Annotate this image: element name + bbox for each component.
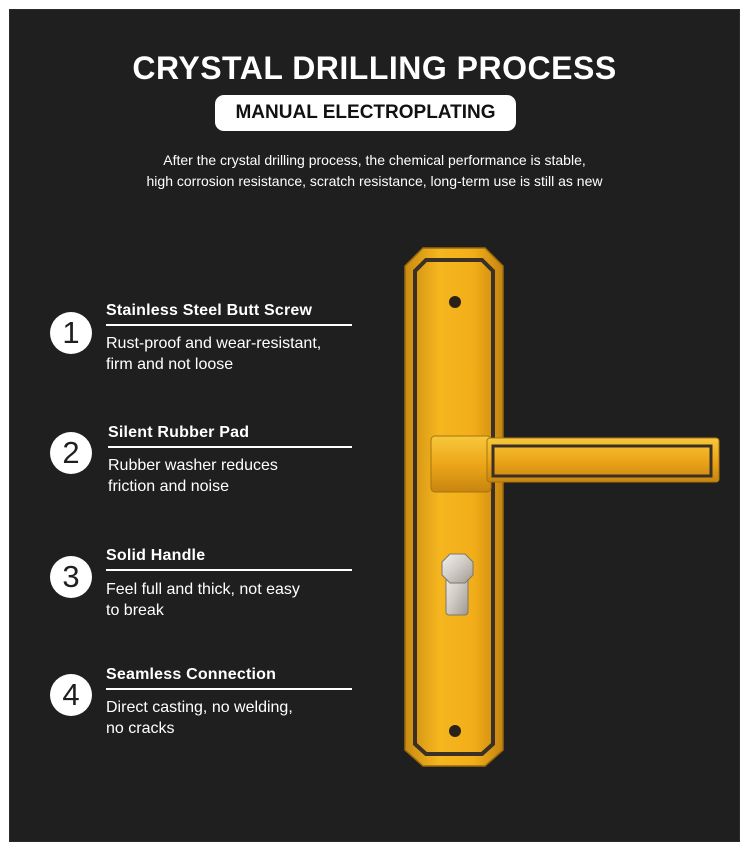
feature-2-divider — [108, 446, 352, 448]
thumb-turn-knob — [442, 554, 473, 583]
feature-3-line-1: Feel full and thick, not easy — [106, 581, 300, 598]
feature-1-divider — [106, 324, 352, 326]
feature-1-number: 1 — [50, 312, 92, 354]
feature-4-line-2: no cracks — [106, 720, 175, 737]
back-plate — [405, 248, 503, 766]
feature-3-line-2: to break — [106, 602, 164, 619]
feature-4-text — [106, 697, 361, 739]
feature-1-title: Stainless Steel Butt Screw — [106, 302, 313, 319]
bottom-screw — [449, 725, 461, 737]
page-title: CRYSTAL DRILLING PROCESS — [132, 50, 617, 86]
feature-3-number: 3 — [50, 556, 92, 598]
badge-manual-electroplating: MANUAL ELECTROPLATING — [215, 95, 516, 131]
feature-2-title: Silent Rubber Pad — [108, 424, 250, 441]
feature-4-title: Seamless Connection — [106, 666, 277, 683]
feature-2-number: 2 — [50, 432, 92, 474]
feature-3-title: Solid Handle — [106, 547, 206, 564]
handle-rose — [431, 436, 491, 492]
description-line-2: high corrosion resistance, scratch resistance, long-term use is still as new — [146, 173, 603, 189]
feature-1-line-1: Rust-proof and wear-resistant, — [106, 335, 322, 352]
feature-3-text — [106, 579, 361, 621]
feature-1-text — [106, 333, 361, 375]
feature-4-number: 4 — [50, 674, 92, 716]
feature-3-divider — [106, 569, 352, 571]
feature-2-line-2: friction and noise — [108, 478, 229, 495]
feature-4-line-1: Direct casting, no welding, — [106, 699, 293, 716]
content-panel — [10, 10, 739, 841]
feature-4-divider — [106, 688, 352, 690]
door-lock-handle-icon — [395, 240, 725, 780]
feature-2-line-1: Rubber washer reduces — [108, 457, 278, 474]
top-screw — [449, 296, 461, 308]
feature-1-line-2: firm and not loose — [106, 356, 234, 373]
feature-2-text — [108, 455, 363, 497]
description-line-1: After the crystal drilling process, the chemical performance is stable, — [163, 152, 586, 168]
